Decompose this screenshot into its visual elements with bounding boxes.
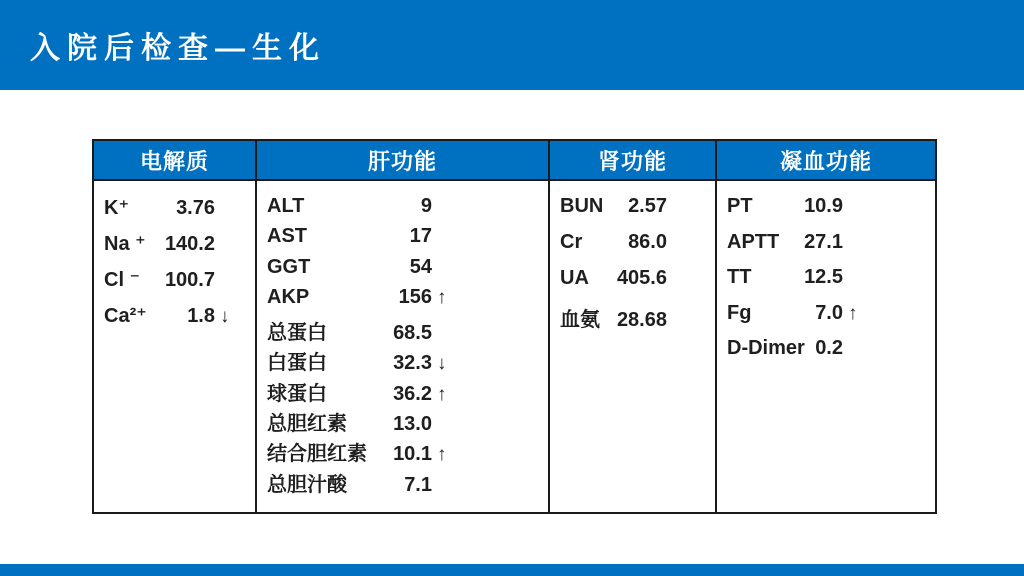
lab-label: Cl ⁻ — [104, 269, 141, 291]
lab-value: 13.0 — [393, 413, 432, 436]
column-body — [257, 181, 548, 512]
column-coagulation — [717, 141, 935, 512]
lab-value: 54 — [409, 255, 432, 278]
lab-value: 27.1 — [804, 230, 843, 253]
lab-label: BUN — [560, 195, 604, 217]
arrow-up-icon: ↑ — [848, 302, 858, 324]
lab-label: K⁺ — [104, 197, 129, 219]
column-renal-function — [550, 141, 717, 512]
lab-line — [727, 266, 935, 302]
lab-label: ALT — [267, 195, 305, 217]
lab-label: 血氨 — [560, 309, 600, 331]
lab-line — [267, 437, 548, 467]
lab-value: 7.0 — [815, 301, 843, 324]
lab-value: 12.5 — [804, 266, 843, 288]
lab-value: 2.57 — [628, 195, 667, 217]
lab-line — [267, 377, 548, 407]
lab-line — [560, 303, 715, 339]
lab-value: 405.6 — [616, 267, 667, 289]
lab-label: D-Dimer — [727, 337, 805, 359]
lab-value: 7.1 — [404, 473, 432, 496]
column-body — [717, 181, 935, 512]
lab-label: 结合胆红素 — [267, 443, 367, 466]
lab-value: 32.3 — [393, 352, 432, 375]
lab-line — [267, 225, 548, 255]
bottom-accent-bar — [0, 564, 1024, 576]
arrow-down-icon: ↓ — [437, 353, 447, 375]
lab-label: Cr — [560, 231, 583, 253]
slide-title: 入院后检查—生化 — [30, 32, 326, 65]
lab-value: 100.7 — [164, 269, 215, 291]
lab-label: PT — [727, 195, 753, 217]
lab-value: 36.2 — [393, 382, 432, 405]
lab-line — [104, 303, 255, 339]
column-electrolytes — [94, 141, 257, 512]
lab-label: UA — [560, 267, 589, 289]
lab-line — [267, 195, 548, 225]
column-body — [94, 181, 255, 512]
lab-line — [267, 407, 548, 437]
lab-value: 0.2 — [815, 337, 843, 359]
lab-label: 球蛋白 — [267, 382, 327, 405]
lab-value: 10.9 — [804, 195, 843, 217]
lab-line — [104, 195, 255, 231]
arrow-up-icon: ↑ — [437, 383, 447, 405]
lab-line — [267, 286, 548, 316]
lab-value: 9 — [420, 195, 432, 217]
lab-label: APTT — [727, 230, 780, 253]
lab-value: 1.8 — [187, 305, 215, 327]
arrow-up-icon: ↑ — [437, 444, 447, 466]
lab-line — [560, 267, 715, 303]
lab-value: 17 — [409, 225, 432, 248]
lab-label: GGT — [267, 255, 311, 278]
lab-value: 10.1 — [393, 443, 432, 466]
lab-label: 总蛋白 — [267, 322, 327, 345]
lab-line — [104, 231, 255, 267]
lab-label: 白蛋白 — [267, 352, 327, 375]
lab-label: Fg — [727, 301, 752, 324]
lab-label: TT — [727, 266, 752, 288]
lab-line — [267, 256, 548, 286]
lab-results-table — [92, 139, 937, 514]
lab-value: 140.2 — [164, 233, 215, 255]
lab-value: 86.0 — [628, 231, 667, 253]
column-liver-function — [257, 141, 550, 512]
lab-label: Na ⁺ — [104, 233, 146, 255]
lab-line — [560, 195, 715, 231]
lab-label: 总胆汁酸 — [267, 473, 347, 496]
column-header: 电解质 — [94, 141, 255, 181]
column-body — [550, 181, 715, 512]
lab-label: 总胆红素 — [267, 413, 347, 436]
lab-line — [267, 468, 548, 498]
lab-label: AST — [267, 225, 307, 248]
lab-line — [727, 302, 935, 338]
arrow-down-icon: ↓ — [220, 306, 230, 327]
lab-line — [727, 195, 935, 231]
column-header: 肝功能 — [257, 141, 548, 181]
lab-line — [104, 267, 255, 303]
lab-value: 156 — [398, 285, 432, 308]
lab-value: 28.68 — [616, 309, 667, 331]
lab-value: 3.76 — [176, 197, 215, 219]
lab-label: Ca²⁺ — [104, 305, 147, 327]
lab-label: AKP — [267, 285, 310, 308]
lab-line — [727, 231, 935, 267]
lab-line — [267, 346, 548, 376]
arrow-up-icon: ↑ — [437, 286, 447, 308]
lab-line — [727, 337, 935, 373]
lab-value: 68.5 — [393, 322, 432, 345]
lab-line — [560, 231, 715, 267]
title-bar — [0, 0, 1024, 90]
column-header: 凝血功能 — [717, 141, 935, 181]
column-header: 肾功能 — [550, 141, 715, 181]
lab-line — [267, 316, 548, 346]
